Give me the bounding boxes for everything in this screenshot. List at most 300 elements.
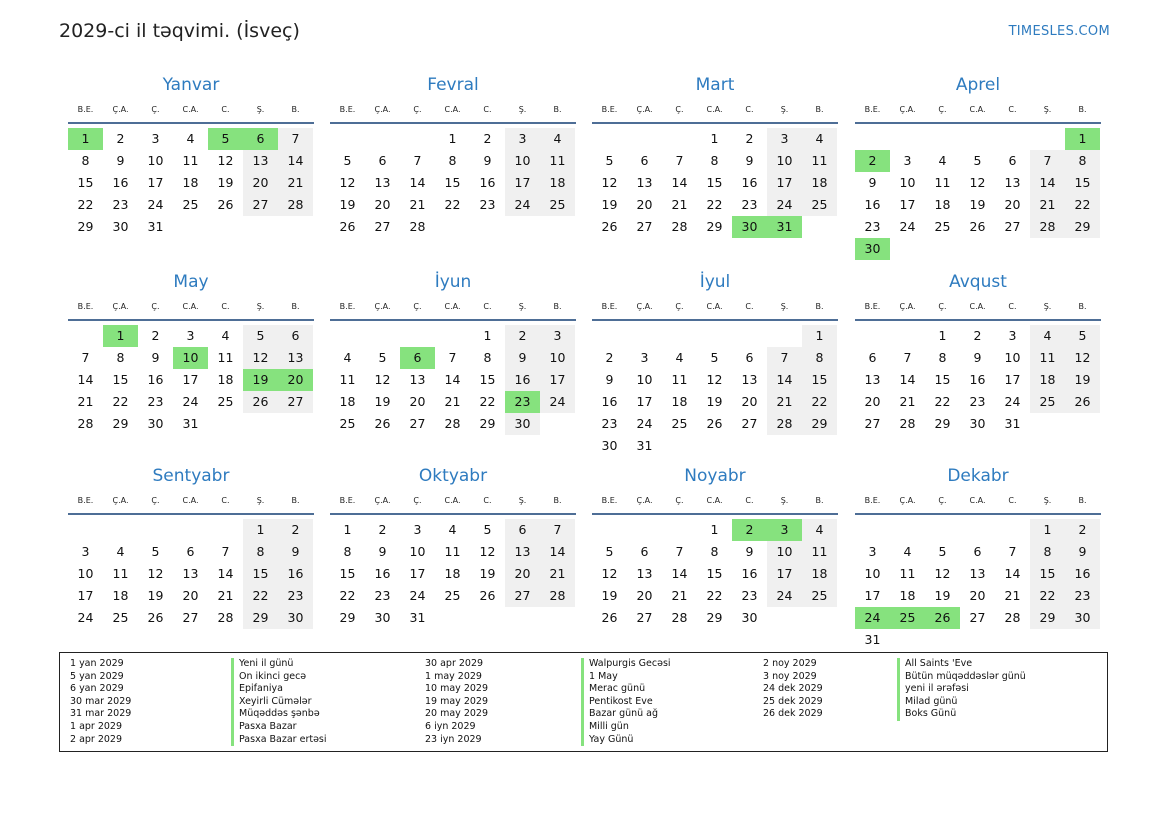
day-cell[interactable]: 25 (112, 610, 129, 625)
day-cell[interactable]: 4 (540, 128, 575, 150)
day-cell[interactable]: 7 (81, 350, 90, 365)
day-cell[interactable]: 29 (339, 610, 356, 625)
day-cell[interactable]: 26 (1065, 391, 1100, 413)
day-cell[interactable]: 10 (173, 347, 208, 369)
day-cell[interactable]: 14 (540, 541, 575, 563)
day-cell[interactable]: 29 (77, 219, 94, 234)
day-cell[interactable]: 4 (938, 153, 947, 168)
day-cell[interactable]: 31 (182, 416, 199, 431)
day-cell[interactable]: 14 (1004, 566, 1021, 581)
day-cell[interactable]: 21 (217, 588, 234, 603)
day-cell[interactable]: 3 (81, 544, 90, 559)
day-cell[interactable]: 2 (1065, 519, 1100, 541)
day-cell[interactable]: 9 (868, 175, 877, 190)
day-cell[interactable]: 8 (802, 347, 837, 369)
day-cell[interactable]: 23 (278, 585, 313, 607)
day-cell[interactable]: 12 (147, 566, 164, 581)
day-cell[interactable]: 30 (601, 438, 618, 453)
day-cell[interactable]: 31 (147, 219, 164, 234)
day-cell[interactable]: 26 (925, 607, 960, 629)
day-cell[interactable]: 6 (640, 544, 649, 559)
day-cell[interactable]: 14 (278, 150, 313, 172)
day-cell[interactable]: 13 (182, 566, 199, 581)
day-cell[interactable]: 31 (1004, 416, 1021, 431)
day-cell[interactable]: 5 (208, 128, 243, 150)
day-cell[interactable]: 3 (540, 325, 575, 347)
day-cell[interactable]: 23 (601, 416, 618, 431)
day-cell[interactable]: 10 (540, 347, 575, 369)
day-cell[interactable]: 5 (151, 544, 160, 559)
day-cell[interactable]: 20 (741, 394, 758, 409)
day-cell[interactable]: 10 (77, 566, 94, 581)
day-cell[interactable]: 15 (479, 372, 496, 387)
day-cell[interactable]: 24 (409, 588, 426, 603)
day-cell[interactable]: 15 (1030, 563, 1065, 585)
day-cell[interactable]: 20 (969, 588, 986, 603)
day-cell[interactable]: 7 (1008, 544, 1017, 559)
day-cell[interactable]: 21 (409, 197, 426, 212)
day-cell[interactable]: 27 (1004, 219, 1021, 234)
day-cell[interactable]: 26 (374, 416, 391, 431)
day-cell[interactable]: 22 (706, 588, 723, 603)
day-cell[interactable]: 2 (973, 328, 982, 343)
day-cell[interactable]: 6 (378, 153, 387, 168)
day-cell[interactable]: 17 (767, 172, 802, 194)
day-cell[interactable]: 1 (710, 131, 719, 146)
day-cell[interactable]: 11 (444, 544, 461, 559)
day-cell[interactable]: 14 (671, 175, 688, 190)
day-cell[interactable]: 2 (483, 131, 492, 146)
day-cell[interactable]: 15 (77, 175, 94, 190)
day-cell[interactable]: 19 (706, 394, 723, 409)
day-cell[interactable]: 17 (409, 566, 426, 581)
day-cell[interactable]: 9 (483, 153, 492, 168)
day-cell[interactable]: 30 (855, 238, 890, 260)
day-cell[interactable]: 30 (741, 610, 758, 625)
day-cell[interactable]: 18 (339, 394, 356, 409)
day-cell[interactable]: 24 (182, 394, 199, 409)
day-cell[interactable]: 9 (278, 541, 313, 563)
day-cell[interactable]: 13 (636, 566, 653, 581)
day-cell[interactable]: 31 (864, 632, 881, 647)
day-cell[interactable]: 8 (243, 541, 278, 563)
day-cell[interactable]: 1 (243, 519, 278, 541)
day-cell[interactable]: 5 (1065, 325, 1100, 347)
day-cell[interactable]: 30 (112, 219, 129, 234)
day-cell[interactable]: 1 (103, 325, 138, 347)
day-cell[interactable]: 10 (505, 150, 540, 172)
day-cell[interactable]: 14 (767, 369, 802, 391)
day-cell[interactable]: 18 (182, 175, 199, 190)
day-cell[interactable]: 25 (1030, 391, 1065, 413)
day-cell[interactable]: 6 (186, 544, 195, 559)
day-cell[interactable]: 13 (409, 372, 426, 387)
day-cell[interactable]: 18 (802, 563, 837, 585)
day-cell[interactable]: 2 (378, 522, 387, 537)
day-cell[interactable]: 3 (186, 328, 195, 343)
day-cell[interactable]: 10 (864, 566, 881, 581)
day-cell[interactable]: 9 (745, 544, 754, 559)
day-cell[interactable]: 8 (1030, 541, 1065, 563)
day-cell[interactable]: 13 (741, 372, 758, 387)
day-cell[interactable]: 7 (540, 519, 575, 541)
day-cell[interactable]: 12 (601, 175, 618, 190)
day-cell[interactable]: 17 (77, 588, 94, 603)
day-cell[interactable]: 3 (903, 153, 912, 168)
day-cell[interactable]: 11 (182, 153, 199, 168)
day-cell[interactable]: 1 (1030, 519, 1065, 541)
day-cell[interactable]: 2 (505, 325, 540, 347)
day-cell[interactable]: 12 (243, 347, 278, 369)
day-cell[interactable]: 26 (706, 416, 723, 431)
day-cell[interactable]: 22 (706, 197, 723, 212)
day-cell[interactable]: 17 (767, 563, 802, 585)
day-cell[interactable]: 7 (413, 153, 422, 168)
day-cell[interactable]: 26 (147, 610, 164, 625)
day-cell[interactable]: 19 (934, 588, 951, 603)
day-cell[interactable]: 10 (767, 541, 802, 563)
day-cell[interactable]: 29 (802, 413, 837, 435)
day-cell[interactable]: 7 (221, 544, 230, 559)
day-cell[interactable]: 23 (147, 394, 164, 409)
day-cell[interactable]: 9 (378, 544, 387, 559)
day-cell[interactable]: 20 (505, 563, 540, 585)
day-cell[interactable]: 4 (802, 128, 837, 150)
day-cell[interactable]: 4 (343, 350, 352, 365)
day-cell[interactable]: 12 (479, 544, 496, 559)
day-cell[interactable]: 27 (636, 219, 653, 234)
day-cell[interactable]: 9 (151, 350, 160, 365)
day-cell[interactable]: 8 (448, 153, 457, 168)
day-cell[interactable]: 29 (706, 610, 723, 625)
day-cell[interactable]: 5 (483, 522, 492, 537)
day-cell[interactable]: 24 (767, 194, 802, 216)
day-cell[interactable]: 18 (217, 372, 234, 387)
day-cell[interactable]: 26 (601, 610, 618, 625)
day-cell[interactable]: 23 (741, 588, 758, 603)
day-cell[interactable]: 31 (767, 216, 802, 238)
day-cell[interactable]: 12 (706, 372, 723, 387)
day-cell[interactable]: 21 (278, 172, 313, 194)
day-cell[interactable]: 20 (278, 369, 313, 391)
day-cell[interactable]: 13 (864, 372, 881, 387)
day-cell[interactable]: 30 (969, 416, 986, 431)
day-cell[interactable]: 15 (802, 369, 837, 391)
day-cell[interactable]: 19 (601, 588, 618, 603)
day-cell[interactable]: 5 (343, 153, 352, 168)
day-cell[interactable]: 27 (636, 610, 653, 625)
day-cell[interactable]: 2 (605, 350, 614, 365)
day-cell[interactable]: 8 (710, 544, 719, 559)
day-cell[interactable]: 16 (479, 175, 496, 190)
day-cell[interactable]: 14 (217, 566, 234, 581)
day-cell[interactable]: 18 (1030, 369, 1065, 391)
day-cell[interactable]: 27 (864, 416, 881, 431)
day-cell[interactable]: 25 (182, 197, 199, 212)
day-cell[interactable]: 2 (151, 328, 160, 343)
day-cell[interactable]: 12 (601, 566, 618, 581)
day-cell[interactable]: 16 (741, 566, 758, 581)
day-cell[interactable]: 8 (938, 350, 947, 365)
day-cell[interactable]: 7 (675, 544, 684, 559)
day-cell[interactable]: 30 (374, 610, 391, 625)
day-cell[interactable]: 25 (444, 588, 461, 603)
day-cell[interactable]: 12 (969, 175, 986, 190)
day-cell[interactable]: 25 (934, 219, 951, 234)
day-cell[interactable]: 10 (1004, 350, 1021, 365)
day-cell[interactable]: 19 (243, 369, 278, 391)
day-cell[interactable]: 5 (605, 544, 614, 559)
day-cell[interactable]: 10 (636, 372, 653, 387)
day-cell[interactable]: 24 (540, 391, 575, 413)
day-cell[interactable]: 12 (217, 153, 234, 168)
day-cell[interactable]: 24 (77, 610, 94, 625)
day-cell[interactable]: 19 (601, 197, 618, 212)
day-cell[interactable]: 19 (147, 588, 164, 603)
day-cell[interactable]: 12 (1065, 347, 1100, 369)
day-cell[interactable]: 13 (278, 347, 313, 369)
day-cell[interactable]: 18 (899, 588, 916, 603)
day-cell[interactable]: 31 (636, 438, 653, 453)
day-cell[interactable]: 4 (221, 328, 230, 343)
day-cell[interactable]: 13 (505, 541, 540, 563)
day-cell[interactable]: 30 (1065, 607, 1100, 629)
day-cell[interactable]: 29 (243, 607, 278, 629)
day-cell[interactable]: 4 (116, 544, 125, 559)
day-cell[interactable]: 23 (479, 197, 496, 212)
day-cell[interactable]: 25 (802, 585, 837, 607)
day-cell[interactable]: 11 (802, 541, 837, 563)
day-cell[interactable]: 21 (1030, 194, 1065, 216)
day-cell[interactable]: 27 (374, 219, 391, 234)
day-cell[interactable]: 31 (409, 610, 426, 625)
day-cell[interactable]: 18 (540, 172, 575, 194)
day-cell[interactable]: 16 (969, 372, 986, 387)
day-cell[interactable]: 10 (767, 150, 802, 172)
day-cell[interactable]: 28 (217, 610, 234, 625)
day-cell[interactable]: 6 (505, 519, 540, 541)
day-cell[interactable]: 6 (868, 350, 877, 365)
day-cell[interactable]: 28 (899, 416, 916, 431)
day-cell[interactable]: 14 (444, 372, 461, 387)
day-cell[interactable]: 27 (969, 610, 986, 625)
day-cell[interactable]: 10 (409, 544, 426, 559)
day-cell[interactable]: 28 (540, 585, 575, 607)
day-cell[interactable]: 19 (479, 566, 496, 581)
day-cell[interactable]: 24 (767, 585, 802, 607)
day-cell[interactable]: 18 (934, 197, 951, 212)
day-cell[interactable]: 4 (186, 131, 195, 146)
day-cell[interactable]: 30 (505, 413, 540, 435)
day-cell[interactable]: 26 (969, 219, 986, 234)
day-cell[interactable]: 24 (505, 194, 540, 216)
day-cell[interactable]: 16 (601, 394, 618, 409)
day-cell[interactable]: 15 (112, 372, 129, 387)
day-cell[interactable]: 19 (1065, 369, 1100, 391)
day-cell[interactable]: 18 (112, 588, 129, 603)
day-cell[interactable]: 14 (671, 566, 688, 581)
day-cell[interactable]: 21 (444, 394, 461, 409)
day-cell[interactable]: 26 (217, 197, 234, 212)
day-cell[interactable]: 8 (710, 153, 719, 168)
day-cell[interactable]: 28 (409, 219, 426, 234)
day-cell[interactable]: 29 (706, 219, 723, 234)
day-cell[interactable]: 24 (1004, 394, 1021, 409)
day-cell[interactable]: 8 (1065, 150, 1100, 172)
day-cell[interactable]: 5 (710, 350, 719, 365)
day-cell[interactable]: 3 (151, 131, 160, 146)
day-cell[interactable]: 6 (1008, 153, 1017, 168)
day-cell[interactable]: 23 (1065, 585, 1100, 607)
day-cell[interactable]: 27 (182, 610, 199, 625)
day-cell[interactable]: 7 (767, 347, 802, 369)
day-cell[interactable]: 19 (217, 175, 234, 190)
day-cell[interactable]: 16 (1065, 563, 1100, 585)
day-cell[interactable]: 28 (77, 416, 94, 431)
day-cell[interactable]: 22 (802, 391, 837, 413)
day-cell[interactable]: 3 (1008, 328, 1017, 343)
day-cell[interactable]: 1 (802, 325, 837, 347)
day-cell[interactable]: 6 (745, 350, 754, 365)
day-cell[interactable]: 5 (938, 544, 947, 559)
day-cell[interactable]: 6 (243, 128, 278, 150)
day-cell[interactable]: 13 (374, 175, 391, 190)
day-cell[interactable]: 3 (767, 519, 802, 541)
day-cell[interactable]: 17 (182, 372, 199, 387)
day-cell[interactable]: 15 (706, 566, 723, 581)
day-cell[interactable]: 15 (444, 175, 461, 190)
day-cell[interactable]: 22 (339, 588, 356, 603)
day-cell[interactable]: 13 (243, 150, 278, 172)
day-cell[interactable]: 23 (112, 197, 129, 212)
day-cell[interactable]: 4 (903, 544, 912, 559)
day-cell[interactable]: 29 (934, 416, 951, 431)
site-link[interactable]: TIMESLES.COM (1008, 24, 1110, 39)
day-cell[interactable]: 19 (969, 197, 986, 212)
day-cell[interactable]: 16 (278, 563, 313, 585)
day-cell[interactable]: 17 (636, 394, 653, 409)
day-cell[interactable]: 17 (540, 369, 575, 391)
day-cell[interactable]: 28 (671, 610, 688, 625)
day-cell[interactable]: 24 (855, 607, 890, 629)
day-cell[interactable]: 2 (745, 131, 754, 146)
day-cell[interactable]: 7 (675, 153, 684, 168)
day-cell[interactable]: 7 (1030, 150, 1065, 172)
day-cell[interactable]: 20 (182, 588, 199, 603)
day-cell[interactable]: 6 (278, 325, 313, 347)
day-cell[interactable]: 23 (741, 197, 758, 212)
day-cell[interactable]: 18 (802, 172, 837, 194)
day-cell[interactable]: 1 (938, 328, 947, 343)
day-cell[interactable]: 14 (77, 372, 94, 387)
day-cell[interactable]: 13 (969, 566, 986, 581)
day-cell[interactable]: 21 (540, 563, 575, 585)
day-cell[interactable]: 3 (868, 544, 877, 559)
day-cell[interactable]: 1 (483, 328, 492, 343)
day-cell[interactable]: 26 (479, 588, 496, 603)
day-cell[interactable]: 14 (409, 175, 426, 190)
day-cell[interactable]: 10 (899, 175, 916, 190)
day-cell[interactable]: 14 (899, 372, 916, 387)
day-cell[interactable]: 20 (243, 172, 278, 194)
day-cell[interactable]: 5 (378, 350, 387, 365)
day-cell[interactable]: 11 (802, 150, 837, 172)
day-cell[interactable]: 20 (636, 588, 653, 603)
day-cell[interactable]: 9 (505, 347, 540, 369)
day-cell[interactable]: 3 (640, 350, 649, 365)
day-cell[interactable]: 15 (706, 175, 723, 190)
day-cell[interactable]: 11 (112, 566, 129, 581)
day-cell[interactable]: 5 (243, 325, 278, 347)
day-cell[interactable]: 17 (505, 172, 540, 194)
day-cell[interactable]: 22 (112, 394, 129, 409)
day-cell[interactable]: 27 (409, 416, 426, 431)
day-cell[interactable]: 27 (505, 585, 540, 607)
day-cell[interactable]: 28 (671, 219, 688, 234)
day-cell[interactable]: 22 (77, 197, 94, 212)
day-cell[interactable]: 16 (741, 175, 758, 190)
day-cell[interactable]: 11 (1030, 347, 1065, 369)
day-cell[interactable]: 13 (1004, 175, 1021, 190)
day-cell[interactable]: 30 (147, 416, 164, 431)
day-cell[interactable]: 3 (413, 522, 422, 537)
day-cell[interactable]: 11 (899, 566, 916, 581)
day-cell[interactable]: 23 (969, 394, 986, 409)
day-cell[interactable]: 16 (147, 372, 164, 387)
day-cell[interactable]: 1 (1065, 128, 1100, 150)
day-cell[interactable]: 3 (505, 128, 540, 150)
day-cell[interactable]: 6 (973, 544, 982, 559)
day-cell[interactable]: 11 (671, 372, 688, 387)
day-cell[interactable]: 25 (217, 394, 234, 409)
day-cell[interactable]: 21 (1004, 588, 1021, 603)
day-cell[interactable]: 13 (636, 175, 653, 190)
day-cell[interactable]: 28 (1030, 216, 1065, 238)
day-cell[interactable]: 5 (973, 153, 982, 168)
day-cell[interactable]: 8 (81, 153, 90, 168)
day-cell[interactable]: 26 (601, 219, 618, 234)
day-cell[interactable]: 24 (899, 219, 916, 234)
day-cell[interactable]: 26 (243, 391, 278, 413)
day-cell[interactable]: 30 (732, 216, 767, 238)
day-cell[interactable]: 9 (745, 153, 754, 168)
day-cell[interactable]: 1 (448, 131, 457, 146)
day-cell[interactable]: 2 (278, 519, 313, 541)
day-cell[interactable]: 1 (710, 522, 719, 537)
day-cell[interactable]: 5 (605, 153, 614, 168)
day-cell[interactable]: 15 (243, 563, 278, 585)
day-cell[interactable]: 21 (671, 197, 688, 212)
day-cell[interactable]: 4 (1030, 325, 1065, 347)
day-cell[interactable]: 16 (374, 566, 391, 581)
day-cell[interactable]: 28 (278, 194, 313, 216)
day-cell[interactable]: 16 (864, 197, 881, 212)
day-cell[interactable]: 11 (339, 372, 356, 387)
day-cell[interactable]: 8 (483, 350, 492, 365)
day-cell[interactable]: 4 (675, 350, 684, 365)
day-cell[interactable]: 23 (374, 588, 391, 603)
day-cell[interactable]: 18 (671, 394, 688, 409)
day-cell[interactable]: 20 (374, 197, 391, 212)
day-cell[interactable]: 29 (479, 416, 496, 431)
day-cell[interactable]: 19 (374, 394, 391, 409)
day-cell[interactable]: 22 (243, 585, 278, 607)
day-cell[interactable]: 27 (243, 194, 278, 216)
day-cell[interactable]: 14 (1030, 172, 1065, 194)
day-cell[interactable]: 25 (671, 416, 688, 431)
day-cell[interactable]: 21 (671, 588, 688, 603)
day-cell[interactable]: 18 (444, 566, 461, 581)
